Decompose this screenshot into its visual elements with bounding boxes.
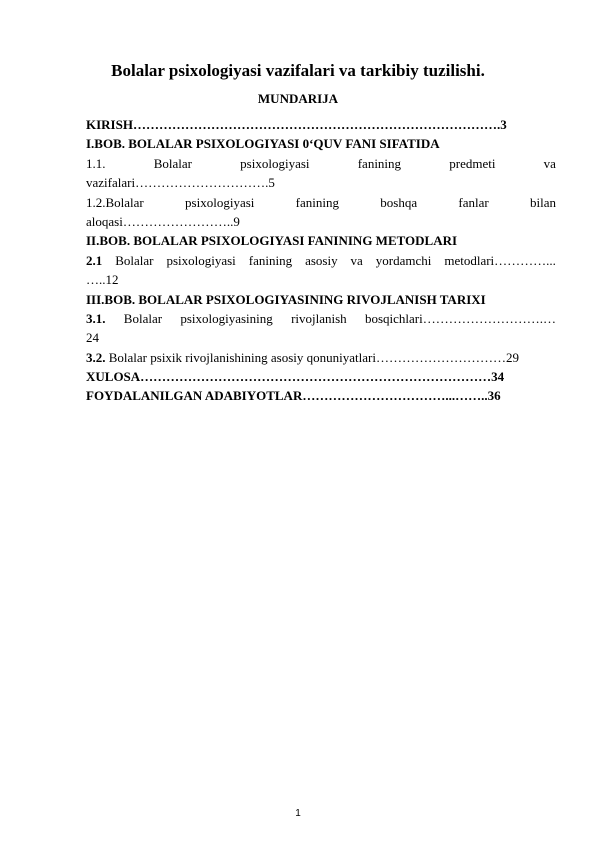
toc-word: Bolalar (153, 155, 192, 171)
toc-section-3-1-continued: 24 (86, 330, 99, 346)
toc-word: rivojlanish (291, 310, 347, 326)
toc-entry-xulosa: XULOSA………………………………………………………………………34 (86, 369, 505, 385)
document-title: Bolalar psixologiyasi vazifalari va tarkibiy tuzilishi. (111, 61, 485, 80)
toc-word: fanining (248, 252, 293, 268)
toc-word: metodlari…………... (444, 252, 556, 268)
toc-word: fanining (295, 194, 339, 210)
toc-word: va (543, 155, 556, 171)
toc-word: fanining (357, 155, 402, 171)
toc-word: Bolalar (115, 252, 154, 268)
toc-entry-adabiyotlar: FOYDALANILGAN ADABIYOTLAR……………………………...……..36 (86, 388, 501, 404)
toc-chapter-3: III.BOB. BOLALAR PSIXOLOGIYASINING RIVOJLANISH TARIXI (86, 291, 486, 307)
toc-heading: MUNDARIJA (257, 91, 339, 106)
toc-word: bilan (530, 194, 556, 210)
toc-word: predmeti (449, 155, 496, 171)
toc-section-1-2-continued: aloqasi……………………..9 (86, 213, 240, 229)
toc-word: yordamchi (375, 252, 432, 268)
toc-word: 1.1. (86, 155, 106, 171)
toc-word: bosqichlari……………………….… (364, 310, 556, 326)
page-number: 1 (295, 808, 301, 819)
toc-word: va (350, 252, 363, 268)
toc-word: psixologiyasi (166, 252, 236, 268)
toc-word: psixologiyasining (180, 310, 273, 326)
toc-section-2-1-continued: …..12 (86, 272, 119, 288)
toc-word: boshqa (380, 194, 418, 210)
toc-section-2-1 (86, 251, 556, 270)
toc-word: 1.2.Bolalar (86, 194, 144, 210)
toc-word: psixologiyasi (185, 194, 255, 210)
toc-section-number: 3.2. (86, 349, 106, 365)
toc-section-3-1 (86, 309, 556, 328)
toc-section-3-2 (86, 348, 556, 367)
toc-section-text: Bolalar psixik rivojlanishining asosiy qonuniyatlari…………………………29 (108, 349, 519, 365)
toc-word: psixologiyasi (240, 155, 310, 171)
toc-section-1-1-continued: vazifalari………………………….5 (86, 175, 275, 191)
toc-section-1-1 (86, 154, 556, 173)
toc-chapter-2: II.BOB. BOLALAR PSIXOLOGIYASI FANINING METODLARI (86, 233, 458, 249)
toc-section-number: 2.1 (86, 252, 103, 268)
toc-section-number: 3.1. (86, 310, 106, 326)
table-of-contents (86, 115, 556, 406)
toc-section-1-2 (86, 193, 556, 212)
toc-word: asosiy (305, 252, 338, 268)
toc-chapter-1: I.BOB. BOLALAR PSIXOLOGIYASI 0‘QUV FANI SIFATIDA (86, 136, 440, 152)
toc-entry-kirish: KIRISH………………………………………………………………………….3 (86, 117, 507, 132)
toc-word: Bolalar (123, 310, 163, 326)
toc-word: fanlar (458, 194, 489, 210)
